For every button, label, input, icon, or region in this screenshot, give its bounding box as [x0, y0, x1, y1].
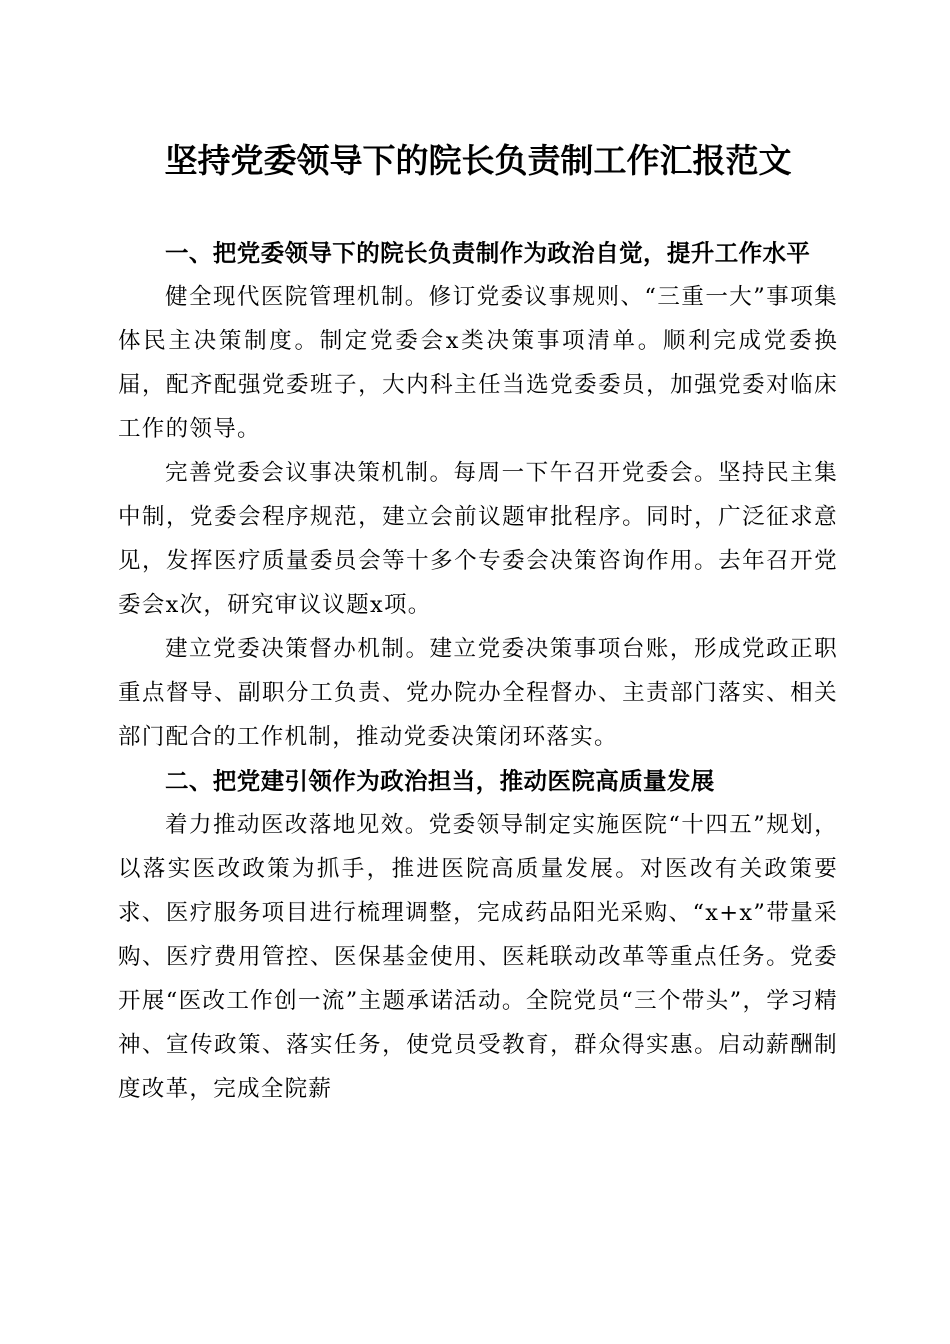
paragraph: 完善党委会议事决策机制。每周一下午召开党委会。坚持民主集中制，党委会程序规范，建立会前议题审批程序。同时，广泛征求意见，发挥医疗质量委员会等十多个专委会决策咨询作用。去年召开党委会x次，研究审议议题x项。	[118, 460, 838, 618]
paragraph: 着力推动医改落地见效。党委领导制定实施医院“十四五”规划，以落实医改政策为抓手，推进医院高质量发展。对医改有关政策要求、医疗服务项目进行梳理调整，完成药品阳光采购、“x+x”带量采购、医疗费用管控、医保基金使用、医耗联动改革等重点任务。党委开展“医改工作创一流”主题承诺活动。全院党员“三个带头”，学习精神、宣传政策、落实任务，使党员受教育，群众得实惠。启动薪酬制度改革，完成全院薪	[118, 812, 838, 1102]
document-body	[118, 231, 838, 1111]
paragraph: 建立党委决策督办机制。建立党委决策事项台账，形成党政正职重点督导、副职分工负责、党办院办全程督办、主责部门落实、相关部门配合的工作机制，推动党委决策闭环落实。	[118, 636, 838, 750]
paragraph: 健全现代医院管理机制。修订党委议事规则、“三重一大”事项集体民主决策制度。制定党委会x类决策事项清单。顺利完成党委换届，配齐配强党委班子，大内科主任当选党委委员，加强党委对临床工作的领导。	[118, 284, 838, 442]
section-heading-1: 一、把党委领导下的院长负责制作为政治自觉，提升工作水平	[165, 239, 811, 267]
section-heading-2: 二、把党建引领作为政治担当，推动医院高质量发展	[165, 767, 715, 795]
document-title: 坚持党委领导下的院长负责制工作汇报范文	[164, 141, 792, 180]
